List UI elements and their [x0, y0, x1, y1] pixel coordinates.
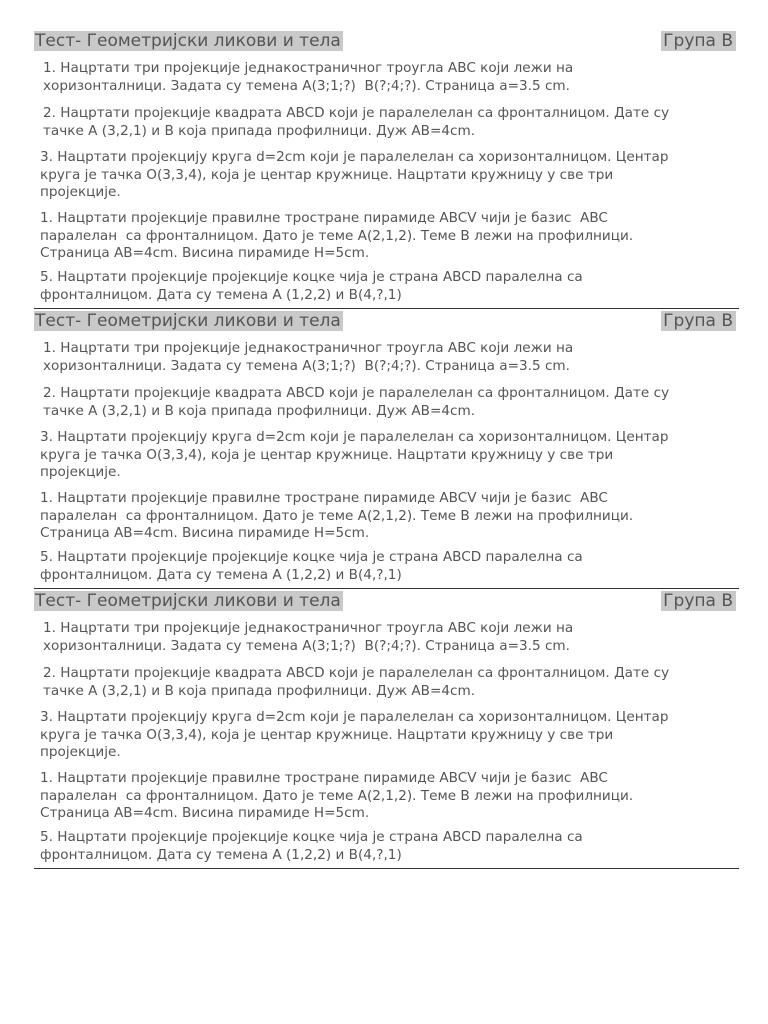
task-line: 5. Нацртати пројекције пројекције коцке чија је страна ABCD паралелна са — [40, 269, 583, 285]
task-line: пројекције. — [40, 744, 121, 760]
task-line: 2. Нацртати пројекције квадрата ABCD који је паралелелан са фронталницом. Дате су — [43, 385, 670, 401]
task-line: паралелан са фронталницом. Дато је теме A(2,1,2). Теме B лежи на профилници. — [40, 787, 634, 804]
task-line: 2. Нацртати пројекције квадрата ABCD који је паралелелан са фронталницом. Дате су — [43, 105, 670, 121]
divider-line — [34, 588, 739, 589]
task-line: 5. Нацртати пројекције пројекције коцке чија је страна ABCD паралелна са — [40, 829, 583, 845]
task-line: 1. Нацртати пројекције правилне тростране пирамиде ABCV чији је базис ABC — [40, 770, 608, 786]
task-line: пројекције. — [40, 464, 121, 480]
task-line: тачке A (3,2,1) и B која припада профилници. Дуж AB=4cm. — [43, 402, 476, 419]
task-line: фронталницом. Дата су темена A (1,2,2) и B(4,?,1) — [40, 846, 402, 863]
test-header — [34, 591, 739, 613]
test-block-3 — [34, 591, 739, 871]
task-line: хоризонталници. Задата су темена A(3;1;?) B(?;4;?). Страница a=3.5 cm. — [43, 77, 570, 94]
task-5 — [40, 829, 583, 864]
test-title: Тест- Геометријски ликови и тела — [35, 31, 341, 51]
task-line: паралелан са фронталницом. Дато је теме A(2,1,2). Теме B лежи на профилници. — [40, 227, 634, 244]
task-3 — [40, 709, 668, 762]
task-line: 1. Нацртати три пројекције једнакостраничног троугла ABC који лежи на — [43, 60, 574, 76]
task-line: паралелан са фронталницом. Дато је теме A(2,1,2). Теме B лежи на профилници. — [40, 507, 634, 524]
task-line: 1. Нацртати три пројекције једнакостраничног троугла ABC који лежи на — [43, 340, 574, 356]
task-5 — [40, 549, 583, 584]
test-header — [34, 31, 739, 53]
task-line: Страница AB=4cm. Висина пирамиде H=5cm. — [40, 525, 370, 541]
task-line: пројекције. — [40, 184, 121, 200]
test-title: Тест- Геометријски ликови и тела — [35, 311, 341, 331]
group-label: Група В — [661, 311, 736, 331]
task-3 — [40, 149, 668, 202]
task-line: хоризонталници. Задата су темена A(3;1;?) B(?;4;?). Страница a=3.5 cm. — [43, 357, 570, 374]
test-block-1 — [34, 31, 739, 311]
task-4 — [40, 490, 633, 543]
task-line: 2. Нацртати пројекције квадрата ABCD који је паралелелан са фронталницом. Дате су — [43, 665, 670, 681]
divider-line — [34, 868, 739, 869]
task-5 — [40, 269, 583, 304]
test-header — [34, 311, 739, 333]
task-line: тачке A (3,2,1) и B која припада профилници. Дуж AB=4cm. — [43, 122, 476, 139]
task-4 — [40, 210, 633, 263]
task-line: круга је тачка O(3,3,4), која је центар кружнице. Нацртати кружницу у све три — [40, 446, 614, 463]
test-block-2 — [34, 311, 739, 591]
test-title: Тест- Геометријски ликови и тела — [35, 591, 341, 611]
task-line: круга је тачка O(3,3,4), која је центар кружнице. Нацртати кружницу у све три — [40, 726, 614, 743]
task-line: 3. Нацртати пројекцију круга d=2cm који је паралелелан са хоризонталницом. Центар — [40, 709, 669, 725]
group-label: Група В — [661, 31, 736, 51]
task-1 — [43, 340, 573, 375]
task-2 — [43, 665, 669, 700]
task-1 — [43, 620, 573, 655]
group-label: Група В — [661, 591, 736, 611]
task-line: фронталницом. Дата су темена A (1,2,2) и B(4,?,1) — [40, 566, 402, 583]
divider-line — [34, 308, 739, 309]
task-line: тачке A (3,2,1) и B која припада профилници. Дуж AB=4cm. — [43, 682, 476, 699]
task-2 — [43, 105, 669, 140]
task-line: хоризонталници. Задата су темена A(3;1;?) B(?;4;?). Страница a=3.5 cm. — [43, 637, 570, 654]
task-line: круга је тачка O(3,3,4), која је центар кружнице. Нацртати кружницу у све три — [40, 166, 614, 183]
task-line: Страница AB=4cm. Висина пирамиде H=5cm. — [40, 245, 370, 261]
task-line: 5. Нацртати пројекције пројекције коцке чија је страна ABCD паралелна са — [40, 549, 583, 565]
task-1 — [43, 60, 573, 95]
task-line: 1. Нацртати пројекције правилне тростране пирамиде ABCV чији је базис ABC — [40, 210, 608, 226]
task-4 — [40, 770, 633, 823]
task-line: 1. Нацртати пројекције правилне тростране пирамиде ABCV чији је базис ABC — [40, 490, 608, 506]
task-3 — [40, 429, 668, 482]
task-line: 3. Нацртати пројекцију круга d=2cm који је паралелелан са хоризонталницом. Центар — [40, 429, 669, 445]
task-line: 3. Нацртати пројекцију круга d=2cm који је паралелелан са хоризонталницом. Центар — [40, 149, 669, 165]
task-2 — [43, 385, 669, 420]
task-line: Страница AB=4cm. Висина пирамиде H=5cm. — [40, 805, 370, 821]
task-line: фронталницом. Дата су темена A (1,2,2) и B(4,?,1) — [40, 286, 402, 303]
task-line: 1. Нацртати три пројекције једнакостраничног троугла ABC који лежи на — [43, 620, 574, 636]
